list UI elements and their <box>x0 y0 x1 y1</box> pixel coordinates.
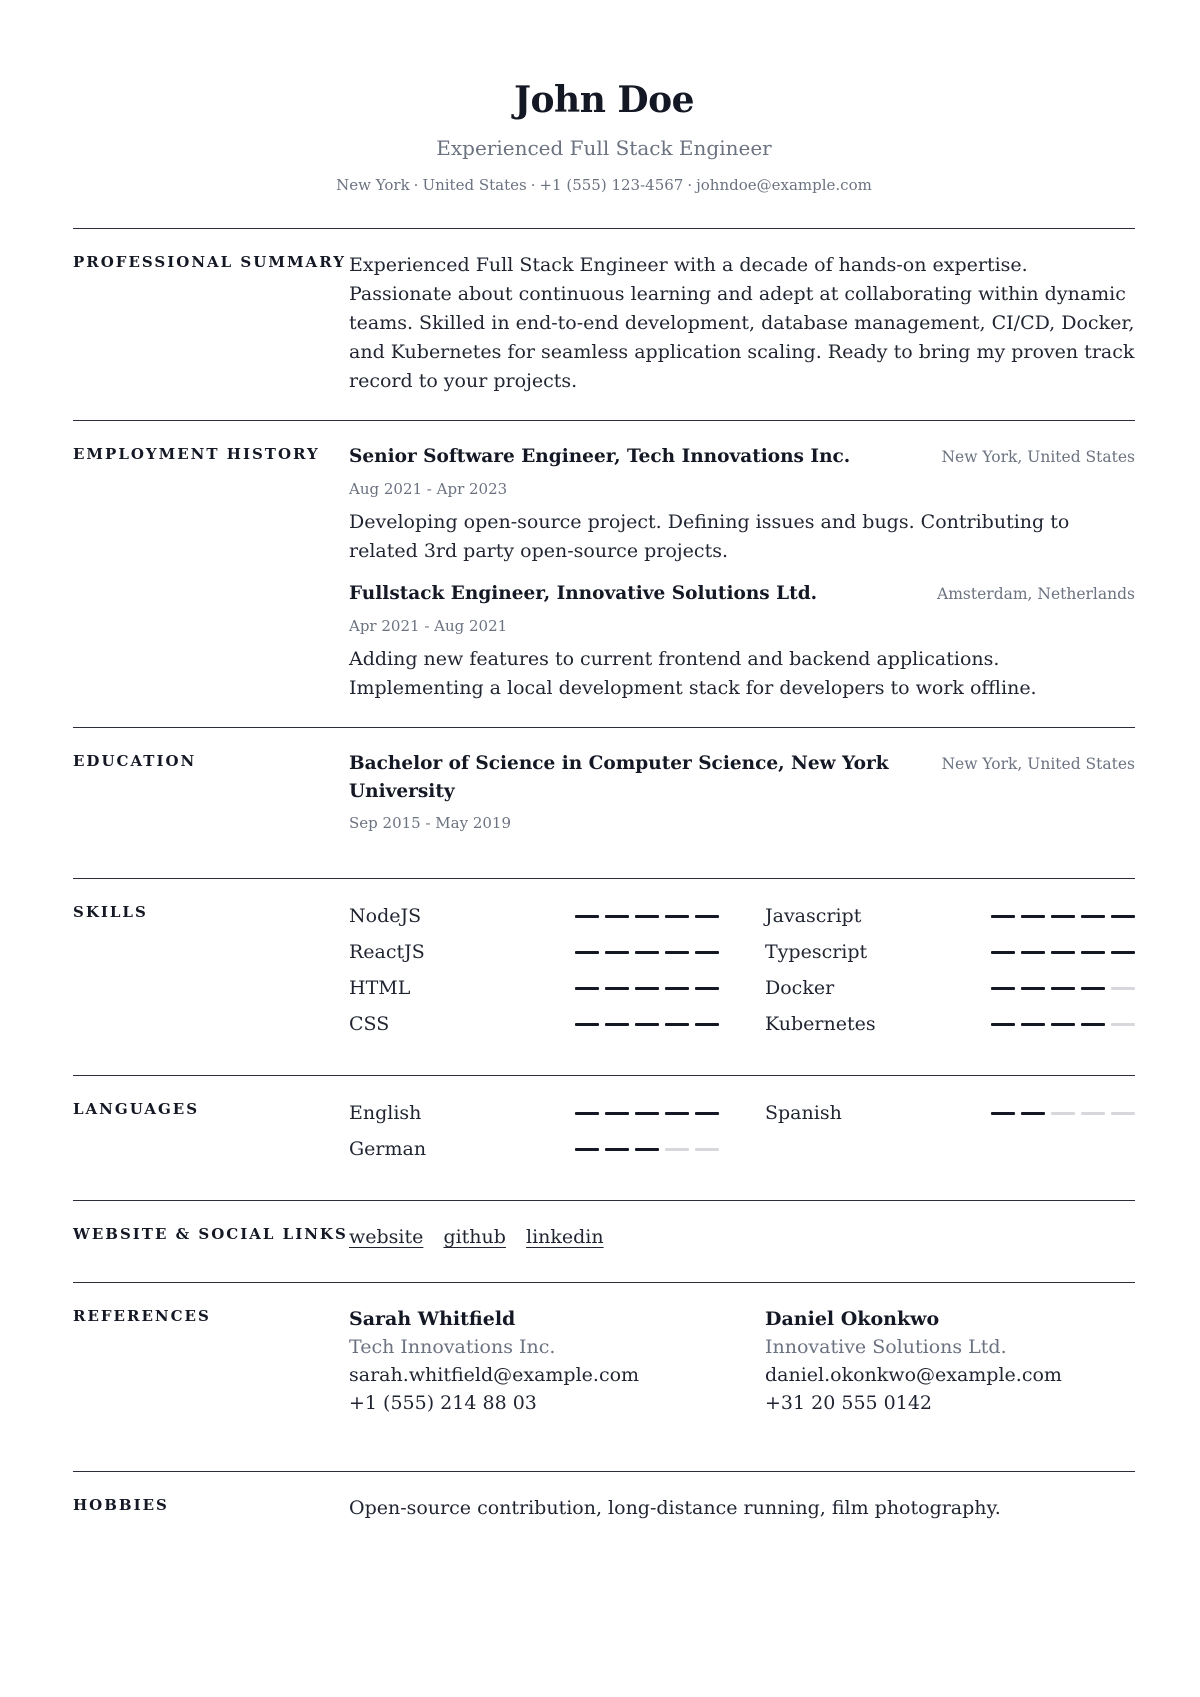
language-row <box>765 1098 1135 1128</box>
candidate-headline: Experienced Full Stack Engineer <box>436 136 772 160</box>
contact-separator: · <box>687 176 693 194</box>
reference-card <box>349 1305 719 1417</box>
reference-name: Sarah Whitfield <box>349 1308 516 1330</box>
skill-row <box>349 973 719 1003</box>
level-dash <box>1081 1023 1105 1026</box>
section-title: SKILLS <box>73 903 148 921</box>
skill-label: ReactJS <box>349 940 425 963</box>
section-title: WEBSITE & SOCIAL LINKS <box>73 1225 348 1243</box>
level-dash <box>1051 1023 1075 1026</box>
level-dash <box>635 1112 659 1115</box>
level-dash <box>635 987 659 990</box>
resume-page <box>73 0 1135 1547</box>
reference-card <box>765 1305 1135 1417</box>
skill-level-meter <box>575 987 719 990</box>
resume-header <box>73 0 1135 196</box>
level-dash <box>665 1112 689 1115</box>
degree-title: Bachelor of Science in Computer Science, New York University <box>349 753 889 802</box>
section-hobbies <box>73 1471 1135 1547</box>
level-dash <box>665 1023 689 1026</box>
section-languages <box>73 1075 1135 1200</box>
education-entry <box>349 750 1135 834</box>
candidate-name: John Doe <box>513 79 695 121</box>
skill-label: Docker <box>765 976 835 999</box>
section-title: EDUCATION <box>73 752 197 770</box>
level-dash <box>695 1023 719 1026</box>
linkedin-link[interactable]: linkedin <box>526 1226 604 1248</box>
level-dash <box>605 1112 629 1115</box>
links-body <box>349 1223 1135 1252</box>
contact-line <box>73 174 1135 196</box>
language-row <box>349 1134 719 1164</box>
level-dash <box>1051 987 1075 990</box>
reference-company: Tech Innovations Inc. <box>349 1336 556 1358</box>
hobbies-body <box>349 1494 1135 1523</box>
level-dash <box>605 987 629 990</box>
section-title: EMPLOYMENT HISTORY <box>73 445 320 463</box>
level-dash <box>1111 951 1135 954</box>
reference-name: Daniel Okonkwo <box>765 1308 940 1330</box>
skill-label: Typescript <box>765 940 868 963</box>
level-dash <box>665 1148 689 1151</box>
job-dates: Aug 2021 - Apr 2023 <box>349 480 508 498</box>
level-dash <box>605 1023 629 1026</box>
section-references <box>73 1282 1135 1471</box>
languages-body <box>349 1098 1135 1164</box>
level-dash <box>1051 1112 1075 1115</box>
level-dash <box>575 915 599 918</box>
level-dash <box>1081 915 1105 918</box>
skill-row <box>765 901 1135 931</box>
language-label: Spanish <box>765 1101 842 1124</box>
skill-level-meter <box>991 987 1135 990</box>
skill-level-meter <box>575 951 719 954</box>
level-dash <box>695 987 719 990</box>
contact-city: New York <box>336 176 410 194</box>
job-dates: Apr 2021 - Aug 2021 <box>349 617 508 635</box>
skill-row <box>349 1009 719 1039</box>
summary-body <box>349 251 1135 396</box>
skill-label: Javascript <box>765 904 862 927</box>
level-dash <box>695 915 719 918</box>
level-dash <box>665 987 689 990</box>
level-dash <box>1111 987 1135 990</box>
skill-level-meter <box>991 951 1135 954</box>
section-title: HOBBIES <box>73 1496 169 1514</box>
skill-level-meter <box>575 915 719 918</box>
reference-company: Innovative Solutions Ltd. <box>765 1336 1007 1358</box>
level-dash <box>1081 987 1105 990</box>
level-dash <box>1021 951 1045 954</box>
contact-email[interactable]: johndoe@example.com <box>696 176 872 194</box>
section-links <box>73 1200 1135 1282</box>
github-link[interactable]: github <box>443 1226 506 1248</box>
skill-row <box>349 937 719 967</box>
level-dash <box>665 951 689 954</box>
reference-phone: +1 (555) 214 88 03 <box>349 1392 537 1414</box>
level-dash <box>1021 987 1045 990</box>
level-dash <box>575 1023 599 1026</box>
job-description: Adding new features to current frontend and backend applications. Implementing a local development stack for developers to work offline. <box>349 648 1037 699</box>
skill-row <box>765 973 1135 1003</box>
contact-phone: +1 (555) 123-4567 <box>539 176 684 194</box>
skill-label: HTML <box>349 976 411 999</box>
level-dash <box>991 915 1015 918</box>
level-dash <box>575 987 599 990</box>
level-dash <box>991 1112 1015 1115</box>
hobbies-text: Open-source contribution, long-distance running, film photography. <box>349 1497 1001 1519</box>
employment-entry <box>349 580 1135 703</box>
level-dash <box>635 951 659 954</box>
level-dash <box>575 951 599 954</box>
skill-label: NodeJS <box>349 904 422 927</box>
level-dash <box>1111 915 1135 918</box>
section-education <box>73 727 1135 878</box>
section-employment-history <box>73 420 1135 727</box>
website-link[interactable]: website <box>349 1226 424 1248</box>
level-dash <box>695 951 719 954</box>
section-professional-summary <box>73 228 1135 420</box>
level-dash <box>1111 1023 1135 1026</box>
summary-text: Experienced Full Stack Engineer with a decade of hands-on expertise. Passionate about continuous learning and adept at collaborating within dynamic teams. Skilled in end-to-end development, database management, CI/CD, Docker, and Kubernetes for seamless application scaling. Ready to bring my proven track record to your projects. <box>349 254 1135 392</box>
skill-level-meter <box>991 1023 1135 1026</box>
language-level-meter <box>575 1148 719 1151</box>
job-location: Amsterdam, Netherlands <box>937 585 1135 603</box>
level-dash <box>575 1148 599 1151</box>
education-dates: Sep 2015 - May 2019 <box>349 814 512 832</box>
section-title: LANGUAGES <box>73 1100 200 1118</box>
job-title: Fullstack Engineer, Innovative Solutions Ltd. <box>349 583 818 604</box>
skill-level-meter <box>575 1023 719 1026</box>
language-level-meter <box>575 1112 719 1115</box>
language-label: English <box>349 1101 422 1124</box>
section-title: PROFESSIONAL SUMMARY <box>73 253 346 271</box>
level-dash <box>635 1148 659 1151</box>
languages-grid <box>349 1098 1135 1164</box>
level-dash <box>605 951 629 954</box>
language-row <box>349 1098 719 1128</box>
skill-row <box>349 901 719 931</box>
level-dash <box>605 1148 629 1151</box>
level-dash <box>695 1148 719 1151</box>
level-dash <box>1111 1112 1135 1115</box>
level-dash <box>1021 1112 1045 1115</box>
skills-body <box>349 901 1135 1039</box>
skill-row <box>765 1009 1135 1039</box>
section-title: REFERENCES <box>73 1307 211 1325</box>
section-skills <box>73 878 1135 1075</box>
job-description: Developing open-source project. Defining issues and bugs. Contributing to related 3rd party open-source projects. <box>349 511 1070 562</box>
reference-email[interactable]: daniel.okonkwo@example.com <box>765 1364 1062 1386</box>
level-dash <box>991 951 1015 954</box>
level-dash <box>1021 1023 1045 1026</box>
contact-separator: · <box>530 176 536 194</box>
skill-label: CSS <box>349 1012 390 1035</box>
employment-body <box>349 443 1135 703</box>
skill-label: Kubernetes <box>765 1012 876 1035</box>
level-dash <box>1081 1112 1105 1115</box>
education-location: New York, United States <box>941 755 1135 773</box>
job-title: Senior Software Engineer, Tech Innovations Inc. <box>349 446 851 467</box>
level-dash <box>1021 915 1045 918</box>
level-dash <box>575 1112 599 1115</box>
job-location: New York, United States <box>941 448 1135 466</box>
level-dash <box>695 1112 719 1115</box>
level-dash <box>991 1023 1015 1026</box>
language-level-meter <box>991 1112 1135 1115</box>
level-dash <box>1051 951 1075 954</box>
level-dash <box>635 915 659 918</box>
reference-email[interactable]: sarah.whitfield@example.com <box>349 1364 640 1386</box>
level-dash <box>665 915 689 918</box>
level-dash <box>1051 915 1075 918</box>
education-body <box>349 750 1135 834</box>
level-dash <box>635 1023 659 1026</box>
skills-grid <box>349 901 1135 1039</box>
level-dash <box>991 987 1015 990</box>
contact-separator: · <box>413 176 419 194</box>
level-dash <box>605 915 629 918</box>
skill-level-meter <box>991 915 1135 918</box>
skill-row <box>765 937 1135 967</box>
employment-entry <box>349 443 1135 566</box>
reference-phone: +31 20 555 0142 <box>765 1392 933 1414</box>
level-dash <box>1081 951 1105 954</box>
contact-country: United States <box>422 176 527 194</box>
language-label: German <box>349 1137 427 1160</box>
references-body <box>349 1305 1135 1417</box>
